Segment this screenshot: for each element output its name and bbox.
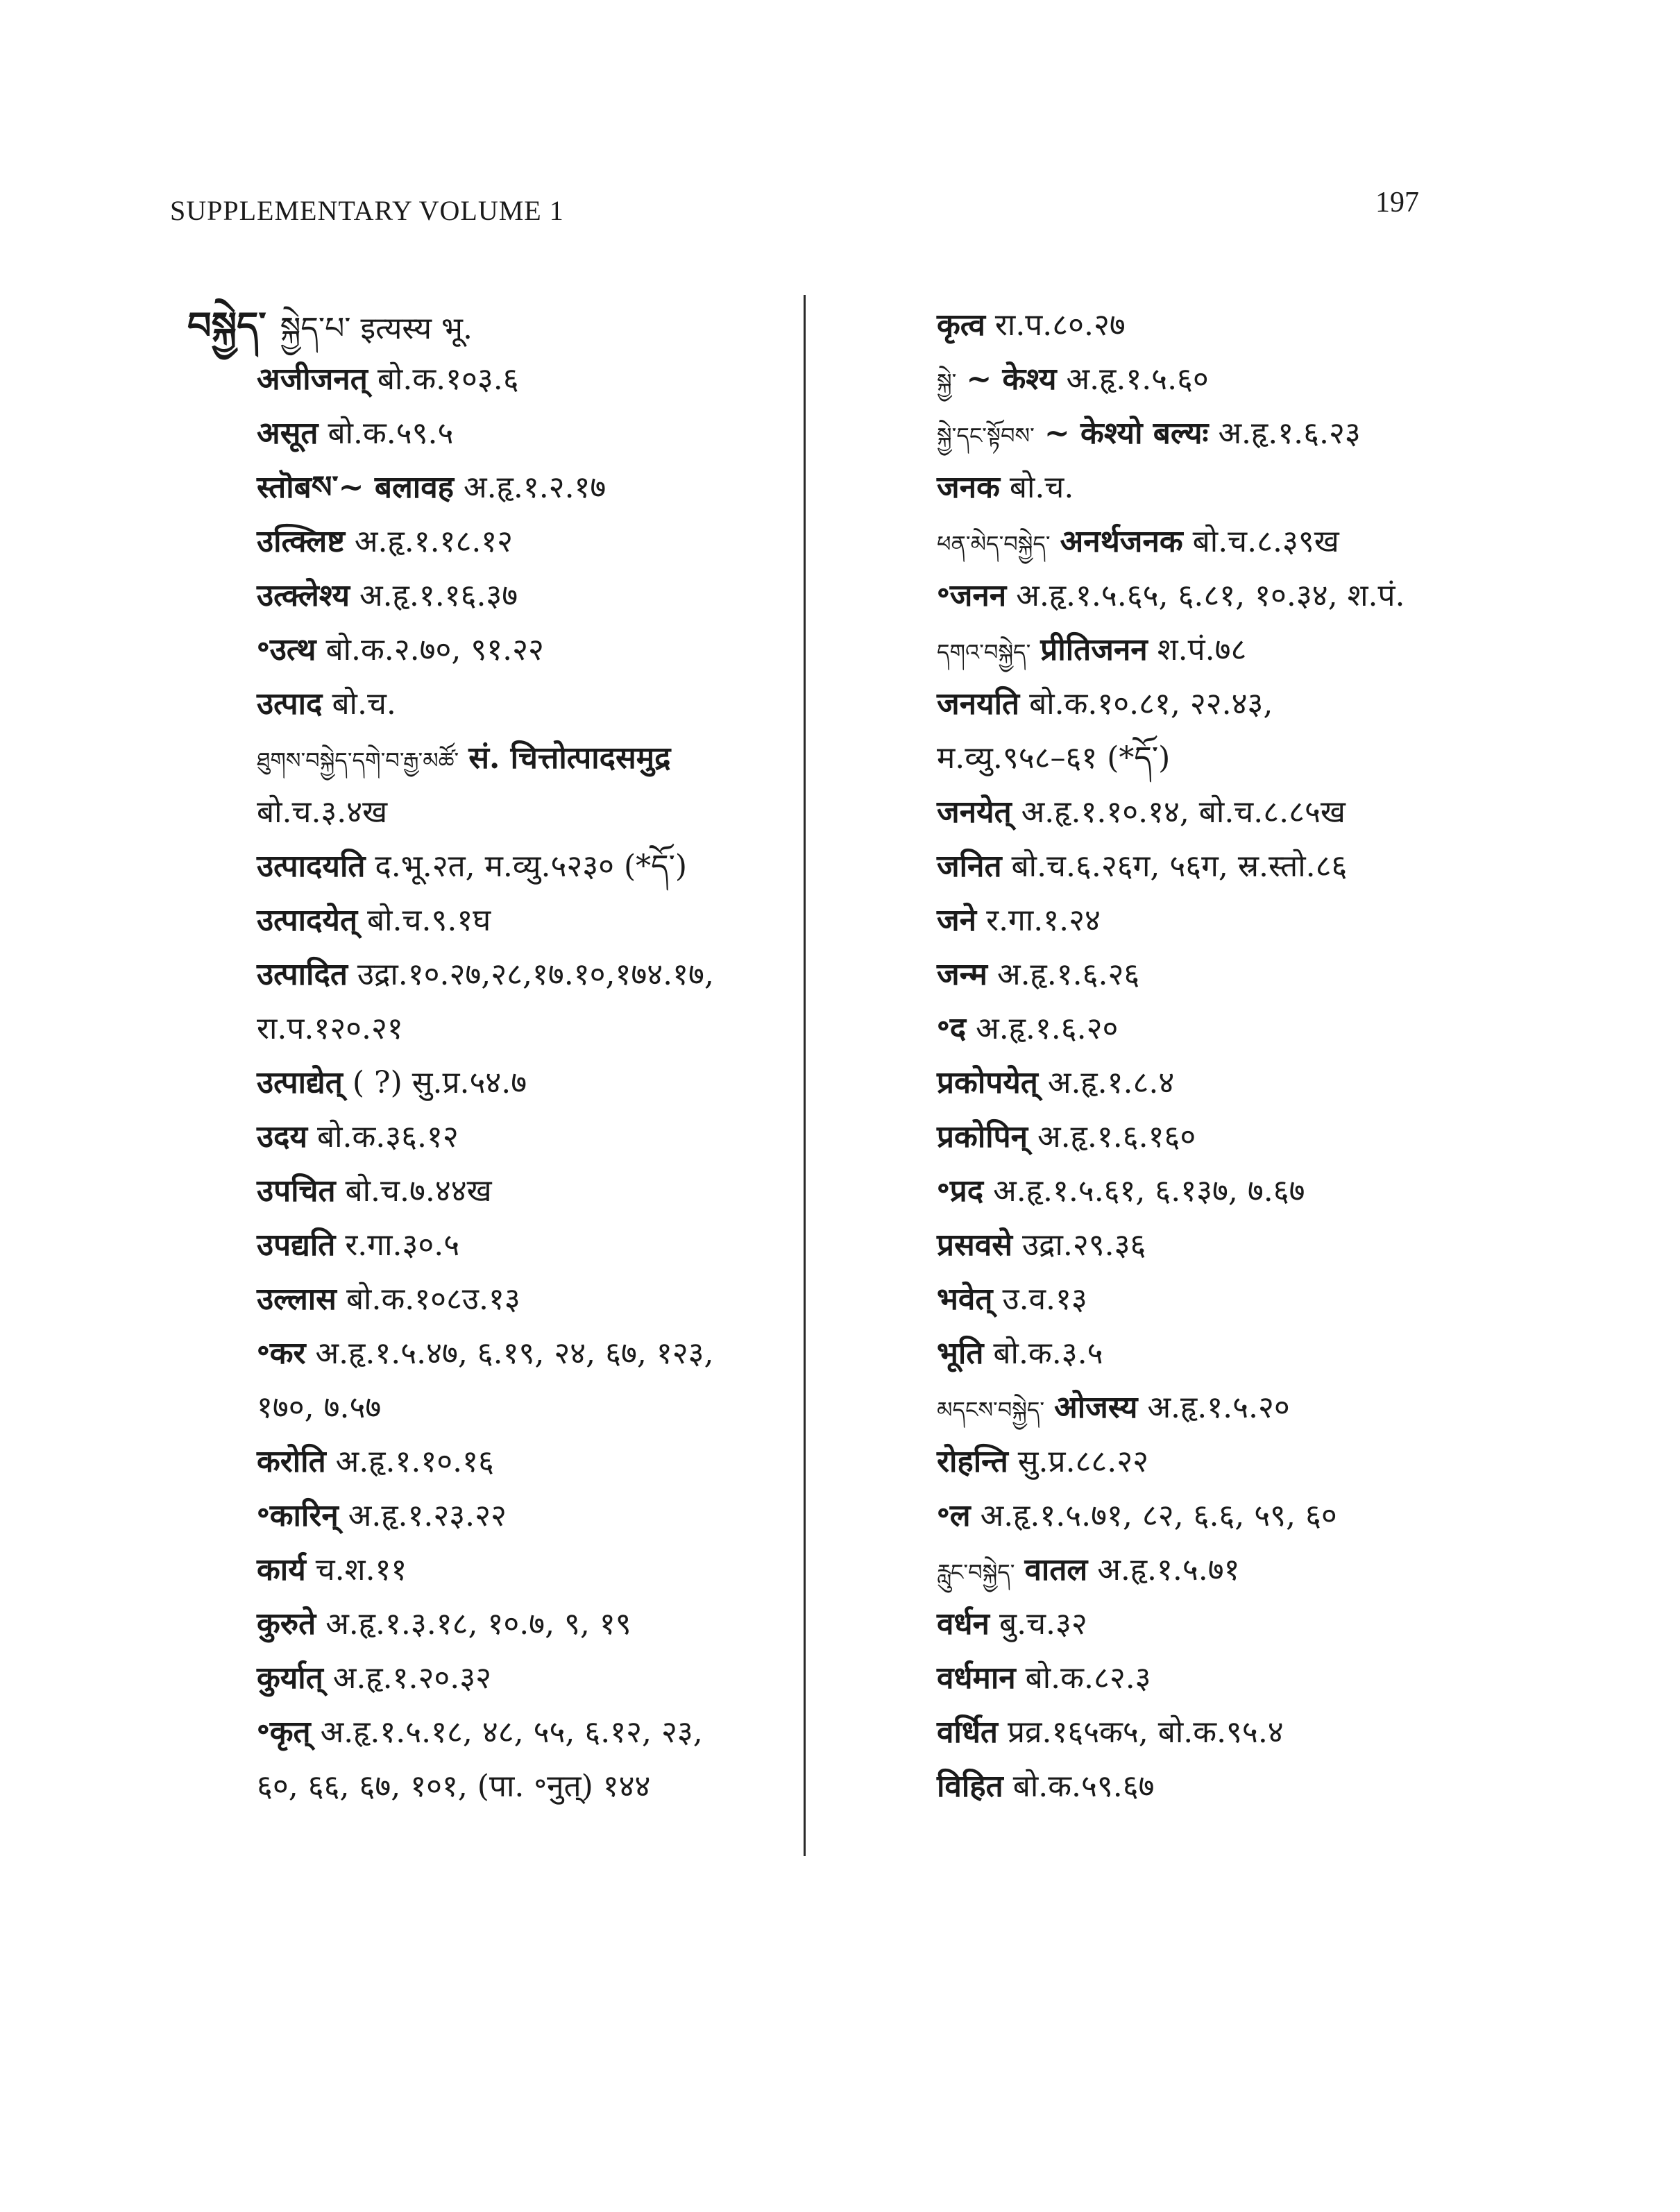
page-number: 197 [1375, 187, 1419, 219]
entry-line [187, 1760, 812, 1814]
entry-line [187, 1218, 812, 1273]
entry-line [187, 731, 812, 785]
entry-line [867, 352, 1492, 407]
reference: सु.प्र.८८.२२ [1017, 1444, 1149, 1479]
entry-line [867, 840, 1492, 894]
reference: अ.हृ.१.५.७१, ८२, ६.६, ५९, ६० [980, 1498, 1337, 1533]
entry-line [187, 677, 812, 731]
sanskrit-term: कार्य [257, 1552, 306, 1588]
entry-line [187, 1489, 812, 1543]
sanskrit-term: वर्धित [937, 1715, 998, 1750]
sanskrit-term: ॰प्रद [937, 1173, 984, 1209]
sanskrit-term: प्रकोपयेत् [937, 1065, 1038, 1100]
sanskrit-term: प्रीतिजनन [1040, 632, 1148, 667]
entry-line [187, 1651, 812, 1705]
reference: बो.च.९.१घ [367, 903, 491, 938]
reference: अ.हृ.१.५.१८, ४८, ५५, ६.१२, २३, [320, 1715, 703, 1750]
sanskrit-term: कृत्व [937, 307, 985, 343]
sanskrit-term: ~ केश्यो बल्यः [1044, 416, 1209, 451]
entry-line [867, 1597, 1492, 1651]
sanskrit-term: उत्पादयेत् [257, 903, 358, 938]
sanskrit-term: कुरुते [257, 1606, 316, 1642]
sanskrit-term: जनयेत् [937, 794, 1012, 830]
entry-line [187, 1543, 812, 1597]
sanskrit-term: उत्पाद [257, 686, 323, 722]
reference: अ.हृ.१.५.२० [1147, 1390, 1290, 1425]
entry-line [187, 1002, 812, 1056]
reference: उद्रा.२९.३६ [1022, 1227, 1146, 1263]
entry-line [867, 785, 1492, 840]
entry-line [187, 1705, 812, 1760]
reference: अ.हृ.१.८.४ [1047, 1065, 1175, 1100]
sanskrit-term: सं. चित्तोत्पादसमुद्र [468, 740, 671, 776]
sanskrit-term: जन्म [937, 957, 987, 992]
entry-line [187, 1056, 812, 1110]
entry-line [187, 840, 812, 894]
reference: बो.च. [1009, 470, 1074, 505]
sanskrit-term: ॰द [937, 1011, 967, 1046]
sanskrit-term: वर्धमान [937, 1660, 1016, 1696]
entry-line [867, 1705, 1492, 1760]
sanskrit-term: ॰कर [257, 1336, 306, 1371]
reference: बो.क.५९.६७ [1012, 1769, 1155, 1804]
entry-line [187, 569, 812, 623]
entry-line [867, 1543, 1492, 1597]
entry-line [187, 1435, 812, 1489]
sanskrit-term: उल्लास [257, 1282, 337, 1317]
entry-line [187, 461, 812, 515]
entry-line [187, 1273, 812, 1327]
sanskrit-term: भूति [937, 1336, 984, 1371]
reference: उद्रा.१०.२७,२८,१७.१०,१७४.१७, [357, 957, 714, 992]
entry-line [867, 1381, 1492, 1435]
sanskrit-term: अजीजनत् [257, 361, 368, 397]
reference: अ.हृ.१.६.२६ [996, 957, 1140, 992]
sanskrit-term: ~ केश्य [966, 361, 1057, 397]
reference: र.गा.१.२४ [986, 903, 1101, 938]
entry-line [867, 461, 1492, 515]
reference: अ.हृ.१.५.४७, ६.१९, २४, ६७, १२३, [315, 1336, 714, 1371]
sanskrit-term: ॰कारिन् [257, 1498, 339, 1533]
tibetan-term: དགའ་བསྐྱེད་ [937, 639, 1031, 665]
left-column [187, 298, 812, 1814]
page-header [170, 186, 1419, 235]
entry-line [187, 298, 812, 352]
reference: रा.प.८०.२७ [994, 307, 1126, 343]
entry-line [867, 1218, 1492, 1273]
sanskrit-term: उत्क्लेश्य [257, 578, 350, 613]
sanskrit-term: उदय [257, 1119, 307, 1155]
reference: ६०, ६६, ६७, १०१, (पा. ॰नुत्) १४४ [257, 1769, 651, 1804]
reference: बो.क.८२.३ [1025, 1660, 1151, 1696]
reference: अ.हृ.१.१०.१४, बो.च.८.८५ख [1021, 794, 1346, 830]
entry-line [187, 623, 812, 677]
reference: र.गा.३०.५ [345, 1227, 460, 1263]
reference: च.श.११ [315, 1552, 407, 1588]
entry-line [867, 1273, 1492, 1327]
entry-line [867, 1327, 1492, 1381]
entry-line [187, 515, 812, 569]
tibetan-term: ཐུགས་བསྐྱེད་དགེ་བ་རྒྱ་མཚོ་ [257, 747, 459, 774]
sanskrit-term: असूत [257, 416, 319, 451]
reference: अ.हृ.१.१८.१२ [354, 524, 514, 559]
reference: अ.हृ.१.१६.३७ [359, 578, 518, 613]
reference: बो.च.८.३९ख [1192, 524, 1339, 559]
reference: अ.हृ.१.६.२० [976, 1011, 1119, 1046]
reference: बो.क.२.७०, ९१.२२ [325, 632, 544, 667]
reference: उ.व.१३ [1002, 1282, 1087, 1317]
reference: बो.च.७.४४ख [345, 1173, 492, 1209]
sanskrit-term: जनित [937, 849, 1002, 884]
reference: बो.च.६.२६ग, ५६ग, स्र.स्तो.८६ [1011, 849, 1348, 884]
reference: अ.हृ.१.३.१८, १०.७, ९, १९ [325, 1606, 631, 1642]
reference: द.भू.२त, म.व्यु.५२३० (*དོ་) [375, 849, 688, 884]
entry-line [867, 731, 1492, 785]
reference: बो.क.३६.१२ [317, 1119, 459, 1155]
entry-line [187, 1164, 812, 1218]
entry-line [867, 894, 1492, 948]
sanskrit-term: कुर्यात् [257, 1660, 323, 1696]
sanskrit-term: स्तॊबས་~ बलावह [257, 470, 455, 505]
reference: बु.च.३२ [999, 1606, 1087, 1642]
reference: अ.हृ.१.५.६० [1066, 361, 1209, 397]
reference: १७०, ७.५७ [257, 1390, 382, 1425]
entry-line [867, 515, 1492, 569]
reference: अ.हृ.१.५.७१ [1097, 1552, 1240, 1588]
tibetan-term: ཕན་མེད་བསྐྱེད་ [937, 531, 1051, 557]
sanskrit-term: ॰जनन [937, 578, 1007, 613]
reference: སྐྱེད་པ་ इत्यस्य भू. [280, 311, 473, 346]
sanskrit-term: विहित [937, 1769, 1003, 1804]
reference: अ.हृ.१.१०.१६ [335, 1444, 494, 1479]
entry-line [187, 894, 812, 948]
reference: अ.हृ.१.२०.३२ [332, 1660, 491, 1696]
reference: बो.क.१०.८१, २२.४३, [1029, 686, 1273, 722]
entry-line [867, 407, 1492, 461]
entry-line [187, 1597, 812, 1651]
entry-line [867, 298, 1492, 352]
entry-line [867, 1164, 1492, 1218]
entry-line [187, 1381, 812, 1435]
sanskrit-term: अनर्थजनक [1060, 524, 1183, 559]
sanskrit-term: उत्पाद्येत् [257, 1065, 343, 1100]
entry-line [187, 785, 812, 840]
reference: बो.क.१०३.६ [377, 361, 519, 397]
reference: बो.क.५९.५ [328, 416, 454, 451]
tibetan-term: སྐྱེ་ [937, 368, 957, 395]
entry-line [867, 1435, 1492, 1489]
sanskrit-term: प्रसवसे [937, 1227, 1012, 1263]
reference: बो.च. [332, 686, 396, 722]
entry-line [867, 1489, 1492, 1543]
reference: अ.हृ.१.५.६५, ६.८१, १०.३४, श.पं. [1016, 578, 1405, 613]
reference: रा.प.१२०.२१ [257, 1011, 403, 1046]
sanskrit-term: उत्पादयति [257, 849, 366, 884]
entry-line [867, 1056, 1492, 1110]
sanskrit-term: रोहन्ति [937, 1444, 1008, 1479]
entry-line [867, 677, 1492, 731]
sanskrit-term: वर्धन [937, 1606, 990, 1642]
entry-line [867, 623, 1492, 677]
tibetan-term: མདངས་བསྐྱེད་ [937, 1397, 1045, 1423]
headword: བསྐྱེད་ [187, 303, 266, 348]
entry-line [187, 1110, 812, 1164]
reference: ( ?) सु.प्र.५४.७ [352, 1065, 527, 1100]
sanskrit-term: उत्क्लिष्ट [257, 524, 345, 559]
column-divider [804, 295, 806, 1856]
tibetan-term: རླུང་བསྐྱེད་ [937, 1559, 1015, 1585]
reference: अ.हृ.१.५.६१, ६.१३७, ७.६७ [993, 1173, 1305, 1209]
entry-line [867, 1110, 1492, 1164]
sanskrit-term: ओजस्य [1054, 1390, 1138, 1425]
sanskrit-term: उपचित [257, 1173, 336, 1209]
reference: अ.हृ.१.२.१७ [464, 470, 606, 505]
reference: अ.हृ.१.६.१६० [1037, 1119, 1196, 1155]
sanskrit-term: ॰कृत् [257, 1715, 311, 1750]
sanskrit-term: जने [937, 903, 977, 938]
reference: बो.च.३.४ख [257, 794, 388, 830]
sanskrit-term: ॰ल [937, 1498, 971, 1533]
entry-line [867, 1002, 1492, 1056]
reference: अ.हृ.१.६.२३ [1218, 416, 1361, 451]
entry-line [867, 948, 1492, 1002]
right-column [867, 298, 1492, 1814]
reference: बो.क.१०८उ.१३ [346, 1282, 520, 1317]
reference: अ.हृ.१.२३.२२ [348, 1498, 507, 1533]
reference: प्रव्र.१६५क५, बो.क.९५.४ [1008, 1715, 1284, 1750]
sanskrit-term: उत्पादित [257, 957, 348, 992]
entry-line [187, 352, 812, 407]
reference: श.पं.७८ [1157, 632, 1247, 667]
running-head: SUPPLEMENTARY VOLUME 1 [170, 195, 564, 226]
entry-line [187, 1327, 812, 1381]
entry-line [867, 569, 1492, 623]
sanskrit-term: करोति [257, 1444, 326, 1479]
entry-line [187, 407, 812, 461]
sanskrit-term: जनक [937, 470, 1000, 505]
sanskrit-term: ॰उत्थ [257, 632, 316, 667]
reference: म.व्यु.९५८–६१ (*དོ་) [937, 740, 1171, 776]
tibetan-term: སྐྱེ་དང་སྟོབས་ [937, 423, 1035, 449]
sanskrit-term: उपद्यति [257, 1227, 336, 1263]
sanskrit-term: जनयति [937, 686, 1020, 722]
sanskrit-term: प्रकोपिन् [937, 1119, 1028, 1155]
sanskrit-term: भवेत् [937, 1282, 993, 1317]
entry-line [867, 1760, 1492, 1814]
entry-line [187, 948, 812, 1002]
reference: बो.क.३.५ [993, 1336, 1103, 1371]
entry-line [867, 1651, 1492, 1705]
sanskrit-term: वातल [1024, 1552, 1088, 1588]
